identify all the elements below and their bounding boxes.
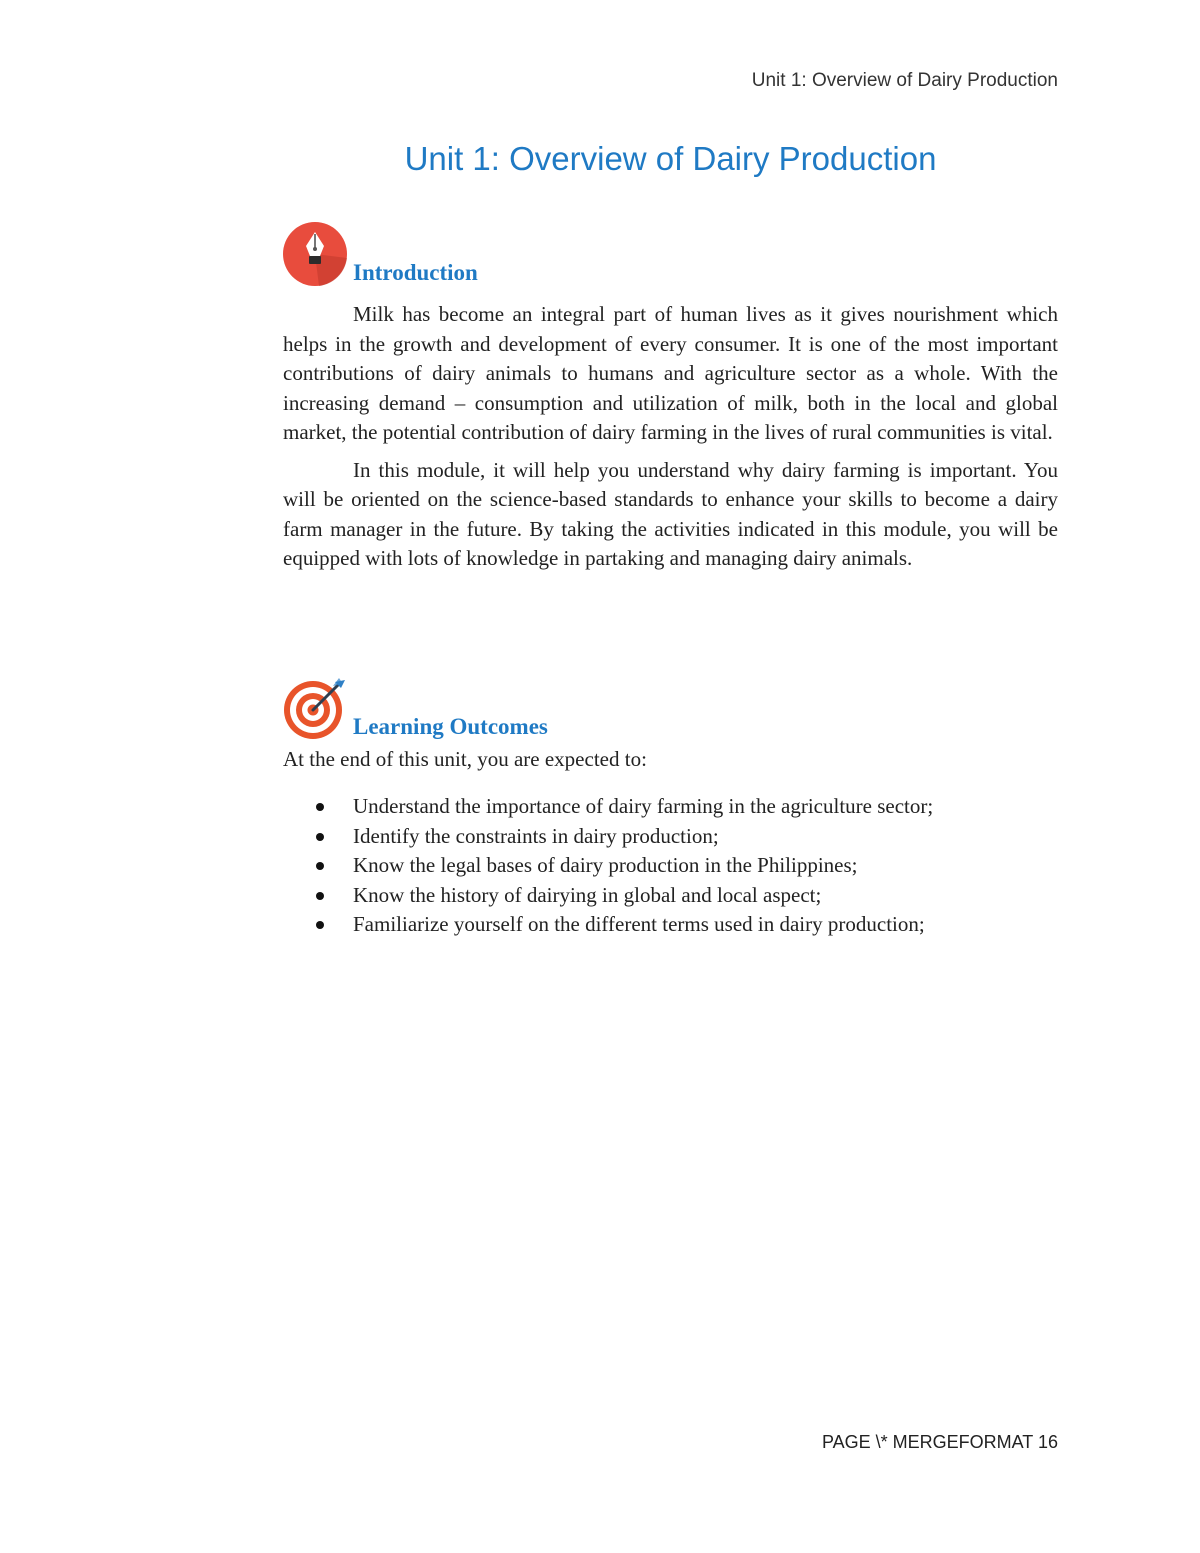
list-item-text: Understand the importance of dairy farming in the agriculture sector;	[353, 794, 934, 818]
learning-outcomes-heading-row	[283, 676, 783, 740]
running-header: Unit 1: Overview of Dairy Production	[751, 70, 1058, 91]
list-item-text: Know the history of dairying in global and local aspect;	[353, 882, 822, 907]
learning-outcomes-heading: Learning Outcomes	[353, 714, 548, 739]
introduction-heading: Introduction	[353, 260, 478, 285]
page-number-footer: PAGE \* MERGEFORMAT 16	[821, 1432, 1058, 1452]
list-item-text: Familiarize yourself on the different terms used in dairy production;	[353, 912, 925, 936]
bullet-icon	[316, 833, 324, 841]
page-title: Unit 1: Overview of Dairy Production	[404, 140, 937, 177]
learning-outcomes-lead-in: At the end of this unit, you are expected to:	[283, 747, 647, 771]
list-item-text: Know the legal bases of dairy production in the Philippines;	[353, 853, 858, 877]
bullet-icon	[316, 921, 324, 929]
list-item	[283, 881, 1058, 911]
introduction-paragraph: In this module, it will help you understand why dairy farming is important. You will be oriented on the science-based standards to enhance your skills to become a dairy farm manager in the future. By taking the activities indicated in this module, you will be equipped with lots of knowledge in partaking and managing dairy animals.	[283, 457, 1058, 570]
bullet-icon	[316, 862, 324, 870]
bullet-icon	[316, 803, 324, 811]
list-item	[283, 910, 1058, 940]
list-item	[283, 822, 1058, 852]
introduction-heading-row	[283, 222, 783, 286]
introduction-body	[283, 300, 1058, 582]
list-item-text: Identify the constraints in dairy production;	[353, 823, 719, 848]
introduction-paragraph: Milk has become an integral part of human lives as it gives nourishment which helps in the growth and development of every consumer. It is one of the most important contributions of dairy animals to humans and agriculture sector as a whole. With the increasing demand – consumption and utilization of milk, both in the local and global market, the potential contribution of dairy farming in the lives of rural communities is vital.	[283, 302, 1058, 444]
learning-outcomes-list	[283, 792, 1058, 940]
list-item	[283, 792, 1058, 822]
target-dart-icon	[283, 676, 347, 740]
pen-nib-icon	[283, 222, 347, 286]
bullet-icon	[316, 892, 324, 900]
list-item	[283, 851, 1058, 881]
